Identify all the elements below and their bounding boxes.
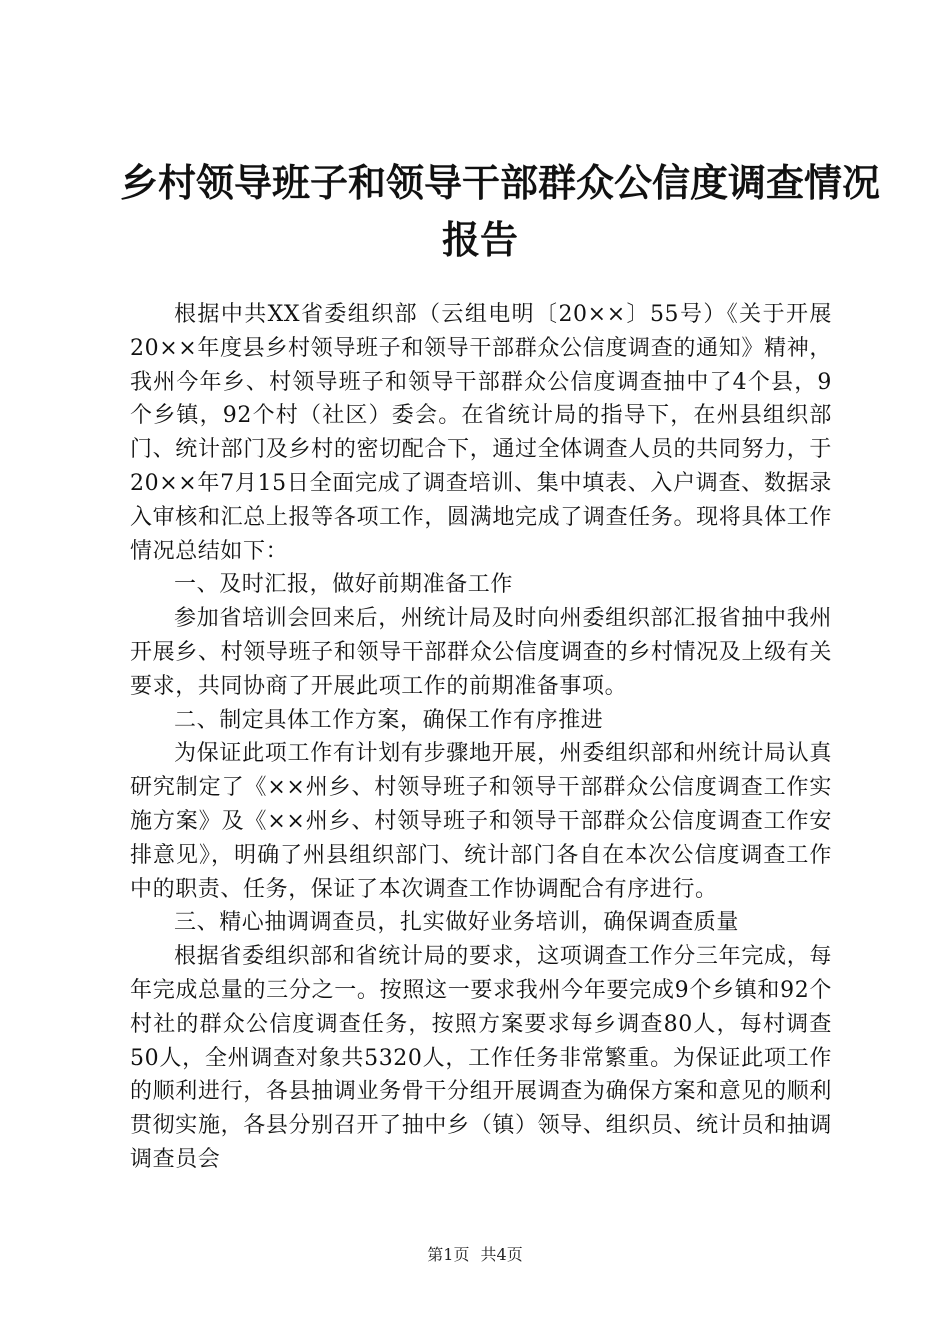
section-heading-1: 一、及时汇报，做好前期准备工作	[174, 572, 514, 598]
document-title-line-2: 报告	[441, 218, 518, 262]
intro-paragraph: 根据中共XX省委组织部（云组电明〔20××〕55号）《关于开展20××年度县乡村领导班子和领导干部群众公信度调查的通知》精神，我州今年乡、村领导班子和领导干部群众公信度调查抽中了4个县，9个乡镇，92个村（社区）委会。在省统计局的指导下，在州县组织部门、统计部门及乡村的密切配合下，通过全体调查人员的共同努力，于20××年7月15日全面完成了调查培训、集中填表、入户调查、数据录入审核和汇总上报等各项工作，圆满地完成了调查任务。现将具体工作情况总结如下：	[130, 302, 832, 564]
section-3-paragraph: 根据省委组织部和省统计局的要求，这项调查工作分三年完成，每年完成总量的三分之一。按照这一要求我州今年要完成9个乡镇和92个村社的群众公信度调查任务，按照方案要求每乡调查80人，每村调查50人，全州调查对象共5320人，工作任务非常繁重。为保证此项工作的顺利进行，各县抽调业务骨干分组开展调查为确保方案和意见的顺利贯彻实施，各县分别召开了抽中乡（镇）领导、组织员、统计员和抽调调查员会	[130, 944, 832, 1172]
page-total: 共4页	[480, 1245, 523, 1264]
page-footer	[0, 1245, 950, 1265]
document-title-line-1: 乡村领导班子和领导干部群众公信度调查情况	[120, 161, 881, 205]
section-heading-2: 二、制定具体工作方案，确保工作有序推进	[174, 707, 604, 733]
section-1-paragraph: 参加省培训会回来后，州统计局及时向州委组织部汇报省抽中我州开展乡、村领导班子和领导干部群众公信度调查的乡村情况及上级有关要求，共同协商了开展此项工作的前期准备事项。	[130, 606, 832, 699]
section-2-paragraph: 为保证此项工作有计划有步骤地开展，州委组织部和州统计局认真研究制定了《××州乡、村领导班子和领导干部群众公信度调查工作实施方案》及《××州乡、村领导班子和领导干部群众公信度调查工作安排意见》，明确了州县组织部门、统计部门各自在本次公信度调查工作中的职责、任务，保证了本次调查工作协调配合有序进行。	[130, 741, 832, 902]
page-number: 第1页	[427, 1245, 470, 1264]
section-heading-3: 三、精心抽调调查员，扎实做好业务培训，确保调查质量	[174, 910, 740, 936]
document-body	[130, 298, 832, 1177]
